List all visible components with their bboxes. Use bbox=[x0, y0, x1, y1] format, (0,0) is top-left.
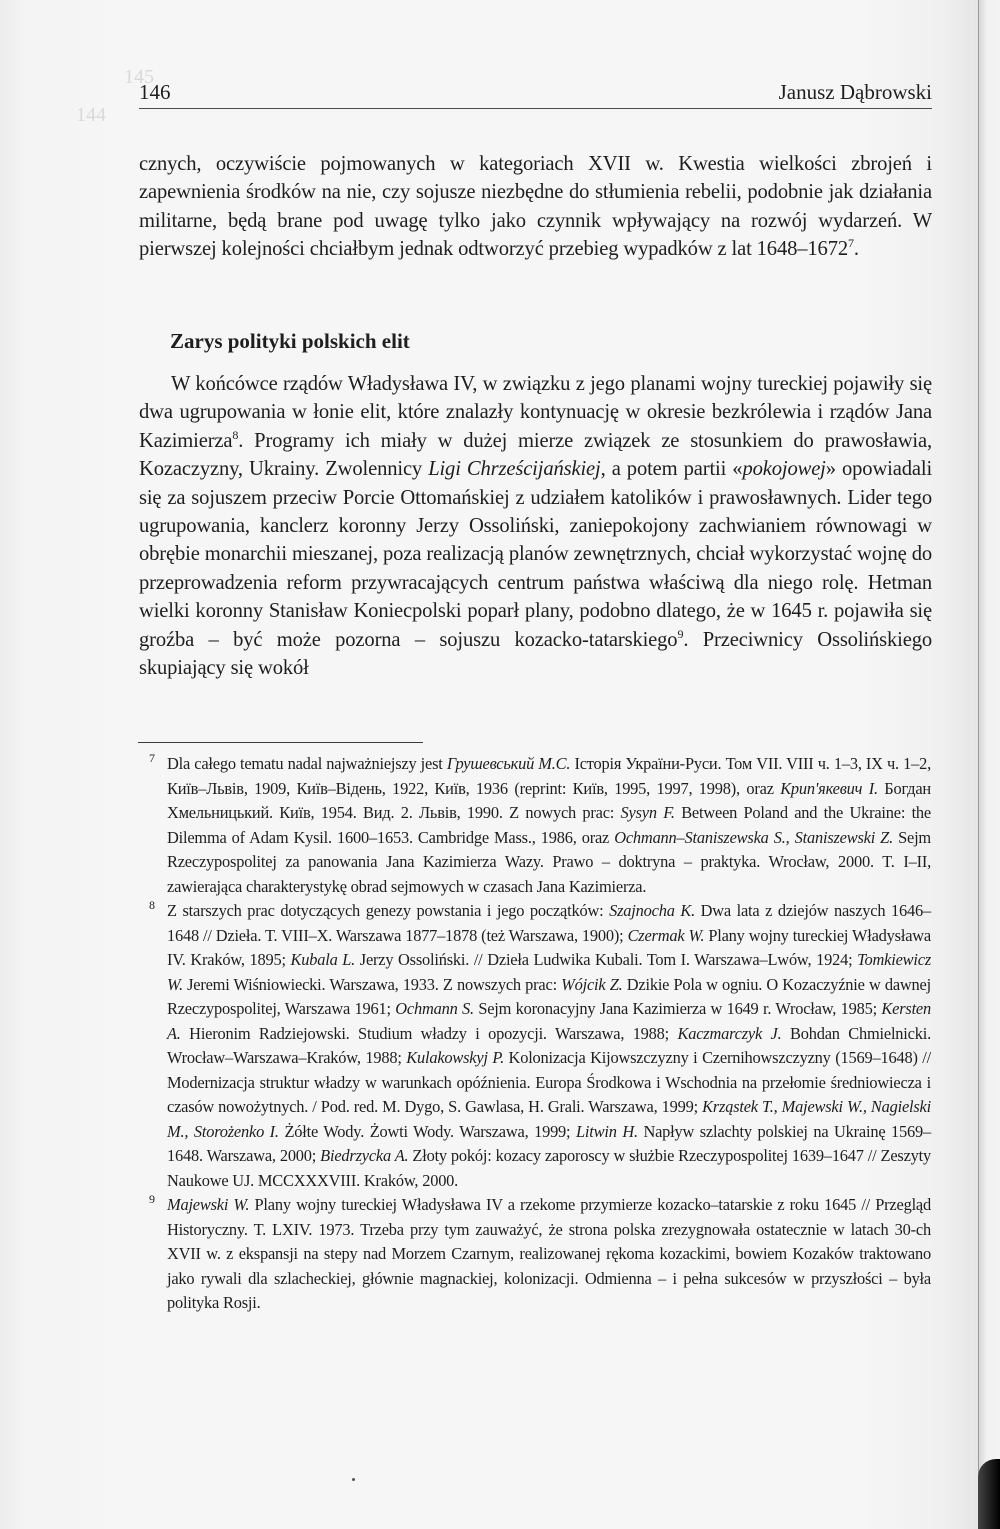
section-heading: Zarys polityki polskich elit bbox=[170, 329, 410, 353]
footnote-text: Between Poland and the Ukraine: the Dilemma of Adam Kysil. 1600–1653. Cambridge Mass., 1986, oraz bbox=[167, 803, 931, 847]
show-through-page-number: 144 bbox=[76, 104, 106, 126]
footnote-text: Sejm koronacyjny Jana Kazimierza w 1649 r. Wrocław, 1985; bbox=[473, 999, 882, 1018]
italic-term: pokojowej bbox=[742, 458, 826, 481]
adjacent-page-edge bbox=[979, 0, 1000, 1529]
footnote-ref[interactable]: 8 bbox=[232, 427, 239, 442]
footnote-text: Hieronim Radziejowski. Studium władzy i opozycji. Warszawa, 1988; bbox=[180, 1023, 678, 1043]
paragraph-text: . Programy ich miały w dużej mierze związek ze stosunkiem do prawosławia, Kozaczyzny, Ukrainy. Zwolennicy bbox=[139, 429, 932, 481]
footnote-text: Dla całego tematu nadal najważniejszy jest bbox=[167, 754, 447, 773]
footnote bbox=[149, 751, 931, 899]
footnote-text: Dwa lata z dziejów naszych 1646–1648 // Dzieła. T. VIII–X. Warszawa 1877–1878 (też Warszawa, 1900); bbox=[167, 901, 931, 945]
running-header bbox=[139, 78, 932, 104]
paragraph-text: , a potem partii « bbox=[600, 458, 743, 481]
footnote-text: Bohdan Chmielnicki. Wrocław–Warszawa–Kraków, 1988; bbox=[167, 1023, 931, 1067]
intro-paragraph bbox=[139, 150, 932, 264]
footnote-number: 8 bbox=[149, 898, 155, 912]
footnote-text: Kolonizacja Kijowszczyzny i Czernihowszczyzny (1569–1648) // Modernizacja struktur władzy w warunkach opóźnienia. Europa Środkowa i Wschodnia na przełomie średniowiecza i czasów nowożytnych. / Pod. red. M. Dygo, S. Gawlasa, H. Grali. Warszawa, 1999; bbox=[167, 1048, 931, 1116]
paragraph-text: cznych, oczywiście pojmowanych w kategoriach XVII w. Kwestia wielkości zbrojeń i zapewnienia środków na nie, czy sojusze niezbędne do stłumienia rebelii, podobnie jak działania militarne, będą brane pod uwagę tylko jako czynnik wpływający na rozwój wydarzeń. W pierwszej kolejności chciałbym jednak odtworzyć przebieg wypadków z lat 1648–1672 bbox=[139, 153, 932, 261]
header-rule bbox=[139, 108, 932, 109]
citation-author: Kulakowskyj P. bbox=[406, 1048, 504, 1067]
footnote-number: 7 bbox=[149, 751, 155, 765]
print-speck bbox=[352, 1478, 355, 1481]
footnote-ref[interactable]: 9 bbox=[677, 626, 684, 641]
footnote bbox=[149, 1192, 931, 1316]
citation-author: Krząstek T., Majewski W., Nagielski M., Storożenko I. bbox=[167, 1097, 931, 1141]
footnote-text: Napływ szlachty polskiej na Ukrainę 1569–1648. Warszawa, 2000; bbox=[167, 1121, 931, 1165]
running-head-author: Janusz Dąbrowski bbox=[778, 80, 932, 104]
citation-author: Wójcik Z. bbox=[561, 974, 623, 994]
footnote-ref[interactable]: 7 bbox=[847, 236, 854, 251]
paragraph-text: » opowiadali się za sojuszem przeciw Porcie Ottomańskiej z udziałem katolików i prawosławnych. Lider tego ugrupowania, kanclerz koronny Jerzy Ossoliński, zaniepokojony zachwianiem równowagi w obrębie monarchii mieszanej, poza realizacją planów zewnętrznych, chciał wykorzystać wojnę do przeprowadzenia reform przywracających centrum państwa właściwą dla niego rolę. Hetman wielki koronny Stanisław Koniecpolski poparł plany, podobno dlatego, że w 1645 r. pojawiła się groźba – być może pozorna – sojuszu kozacko-tatarskiego bbox=[139, 458, 933, 651]
citation-author: Majewski W. bbox=[167, 1195, 250, 1214]
citation-author: Kaczmarczyk J. bbox=[677, 1023, 782, 1043]
footnote-text: Z starszych prac dotyczących genezy powstania i jego początków: bbox=[167, 901, 610, 920]
paragraph-end: . bbox=[853, 238, 859, 261]
citation-author: Tomkiewicz W. bbox=[167, 950, 932, 994]
citation-author: Грушевський М.С. bbox=[446, 754, 571, 773]
citation-author: Szajnocha K. bbox=[609, 901, 695, 920]
footnote-text: Żółte Wody. Żowti Wody. Warszawa, 1999; bbox=[278, 1121, 577, 1141]
footnote-text: Plany wojny tureckiej Władysława IV. Kraków, 1895; bbox=[167, 925, 931, 969]
scan-corner-shadow bbox=[978, 1459, 1000, 1529]
paragraph-text: W końcówce rządów Władysława IV, w związku z jego planami wojny tureckiej pojawiły się dwa ugrupowania w łonie elit, które znalazły kontynuację w okresie bezkrólewia i rządów Jana Kazimierza bbox=[139, 373, 932, 452]
footnote-text: Dzikie Pola w ogniu. O Kozaczyźnie w dawnej Rzeczypospolitej, Warszawa 1961; bbox=[167, 974, 931, 1018]
footnote-text: Sejm Rzeczypospolitej za panowania Jana Kazimierza Wazy. Prawo – doktryna – praktyka. Wrocław, 2000. T. I–II, zawierająca charakterystykę obrad sejmowych w czasach Jana Kazimierza. bbox=[167, 827, 931, 896]
citation-author: Litwin H. bbox=[576, 1121, 638, 1141]
footnote-number: 9 bbox=[149, 1192, 155, 1206]
citation-author: Ochmann S. bbox=[395, 999, 474, 1018]
page-number: 146 bbox=[139, 80, 171, 104]
paragraph-text: . Przeciwnicy Ossolińskiego skupiający się wokół bbox=[139, 628, 932, 680]
footnote-text: Історія України-Руси. Том VII. VIII ч. 1–3, IX ч. 1–2, Київ–Львів, 1909, Київ–Відень, 1922, Київ, 1936 (reprint: Київ, 1995, 1997, 1998), oraz bbox=[167, 754, 931, 798]
show-through-page-number: 145 bbox=[124, 66, 154, 88]
footnotes bbox=[149, 751, 932, 1316]
section-paragraph bbox=[139, 370, 932, 682]
citation-author: Kubala L. bbox=[290, 950, 356, 969]
footnote-separator bbox=[138, 742, 423, 743]
footnote bbox=[149, 898, 932, 1193]
footnote-text: Złoty pokój: kozacy zaporoscy w służbie Rzeczypospolitej 1639–1647 // Zeszyty Naukowe UJ. MCCXXXVIII. Kraków, 2000. bbox=[167, 1146, 931, 1190]
citation-author: Czermak W. bbox=[627, 925, 705, 945]
citation-author: Ochmann–Staniszewska S., Staniszewski Z. bbox=[614, 827, 893, 847]
footnote-text: Jeremi Wiśniowiecki. Warszawa, 1933. Z nowszych prac: bbox=[182, 974, 562, 994]
citation-author: Крип'якевич І. bbox=[780, 778, 878, 798]
footnote-text: Богдан Хмельницький. Київ, 1954. Вид. 2. Львів, 1990. Z nowych prac: bbox=[167, 778, 931, 822]
footnote-text: Jerzy Ossoliński. // Dzieła Ludwika Kubali. Tom I. Warszawa–Lwów, 1924; bbox=[355, 950, 858, 969]
italic-term: Ligi Chrześcijańskiej bbox=[428, 458, 601, 481]
citation-author: Kersten A. bbox=[167, 999, 931, 1043]
citation-author: Sysyn F. bbox=[620, 803, 675, 822]
citation-author: Biedrzycka A. bbox=[320, 1146, 409, 1165]
footnote-text: Plany wojny tureckiej Władysława IV a rzekome przymierze kozacko–tatarskie z roku 1645 // Przegląd Historyczny. T. LXIV. 1973. Trzeba przy tym zauważyć, że strona polska zrezygnowała ostatecznie w latach 30-ch XVII w. z ekspansji na stepy nad Morzem Czarnym, realizowanej rękoma kozackimi, bowiem Kozaków traktowano jako rywali dla szlacheckiej, głównie magnackiej, kolonizacji. Odmienna – i pełna sukcesów w przyszłości – była polityka Rosji. bbox=[167, 1195, 931, 1312]
